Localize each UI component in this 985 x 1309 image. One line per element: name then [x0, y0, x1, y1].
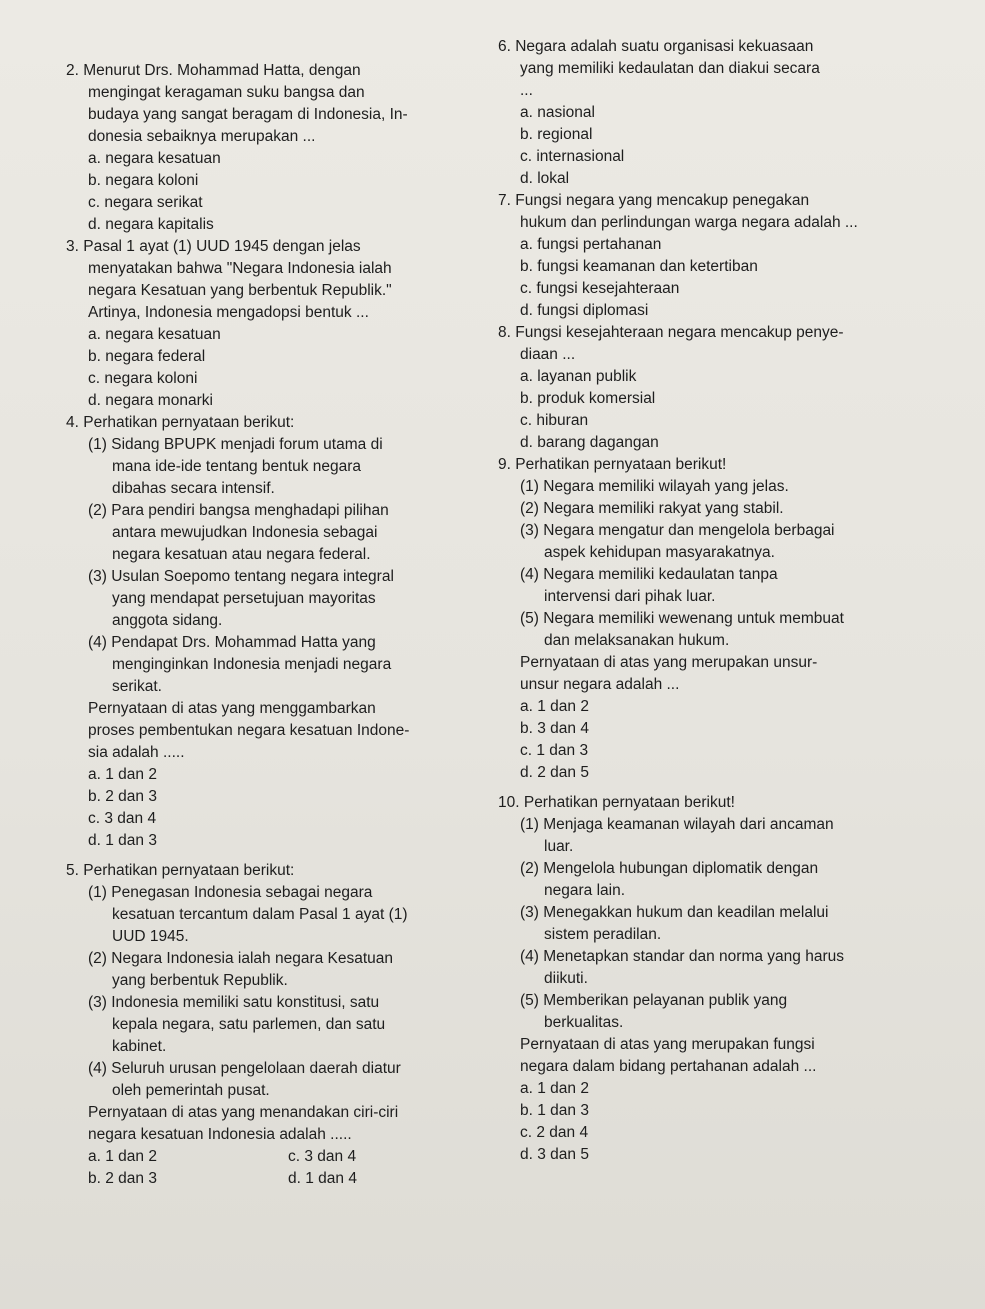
question-8-option-c[interactable]: c. hiburan [520, 412, 589, 429]
question-8-option-d[interactable]: d. barang dagangan [520, 434, 659, 451]
statement-3: (3) Indonesia memiliki satu konstitusi, satu [88, 994, 380, 1011]
question-9-option-a[interactable]: a. 1 dan 2 [520, 698, 589, 715]
question-5-options-row [66, 1146, 506, 1168]
question-9 [498, 454, 918, 784]
statement-4-cont: serikat. [112, 678, 162, 695]
question-10-option-a[interactable]: a. 1 dan 2 [520, 1080, 589, 1097]
question-6-option-a[interactable]: a. nasional [520, 104, 595, 121]
question-3-line: negara Kesatuan yang berbentuk Republik." [88, 282, 392, 299]
question-8-line: diaan ... [520, 346, 576, 363]
statement-2: (2) Para pendiri bangsa menghadapi pilihan [88, 502, 389, 519]
statement-4-cont: oleh pemerintah pusat. [112, 1082, 270, 1099]
statement-4: (4) Pendapat Drs. Mohammad Hatta yang [88, 634, 376, 651]
statement-1: (1) Sidang BPUPK menjadi forum utama di [88, 436, 383, 453]
question-5-closing: Pernyataan di atas yang menandakan ciri-ciri [88, 1104, 399, 1121]
question-4-closing: Pernyataan di atas yang menggambarkan [88, 700, 376, 717]
statement-3: (3) Menegakkan hukum dan keadilan melalui [520, 904, 829, 921]
statement-3-cont: aspek kehidupan masyarakatnya. [544, 544, 775, 561]
statement-2: (2) Negara Indonesia ialah negara Kesatuan [88, 950, 394, 967]
statement-3-cont: anggota sidang. [112, 612, 223, 629]
question-9-line: 9. Perhatikan pernyataan berikut! [498, 456, 727, 473]
statement-3-cont: kabinet. [112, 1038, 167, 1055]
question-4-closing: sia adalah ..... [88, 744, 185, 761]
statement-1-cont: luar. [544, 838, 574, 855]
question-10-option-d[interactable]: d. 3 dan 5 [520, 1146, 589, 1163]
statement-1-cont: dibahas secara intensif. [112, 480, 275, 497]
question-7-option-b[interactable]: b. fungsi keamanan dan ketertiban [520, 258, 758, 275]
statement-4: (4) Negara memiliki kedaulatan tanpa [520, 566, 778, 583]
statement-2: (2) Negara memiliki rakyat yang stabil. [520, 500, 784, 517]
question-5-option-d[interactable]: d. 1 dan 4 [288, 1170, 357, 1187]
statement-3-cont: kepala negara, satu parlemen, dan satu [112, 1016, 386, 1033]
question-5-option-b[interactable]: b. 2 dan 3 [88, 1170, 157, 1187]
statement-5: (5) Negara memiliki wewenang untuk membuat [520, 610, 844, 627]
question-4-option-d[interactable]: d. 1 dan 3 [88, 832, 157, 849]
statement-1-cont: kesatuan tercantum dalam Pasal 1 ayat (1) [112, 906, 408, 923]
question-6-line: 6. Negara adalah suatu organisasi kekuasaan [498, 38, 814, 55]
question-10-line: 10. Perhatikan pernyataan berikut! [498, 794, 735, 811]
question-6 [498, 36, 918, 190]
question-7-option-a[interactable]: a. fungsi pertahanan [520, 236, 662, 253]
question-2 [66, 60, 506, 236]
question-8-option-b[interactable]: b. produk komersial [520, 390, 656, 407]
question-2-option-c[interactable]: c. negara serikat [88, 194, 203, 211]
question-10-closing: negara dalam bidang pertahanan adalah ... [520, 1058, 817, 1075]
statement-4: (4) Seluruh urusan pengelolaan daerah diatur [88, 1060, 401, 1077]
statement-1-cont: UUD 1945. [112, 928, 189, 945]
question-6-option-b[interactable]: b. regional [520, 126, 593, 143]
question-4-option-c[interactable]: c. 3 dan 4 [88, 810, 157, 827]
statement-2: (2) Mengelola hubungan diplomatik dengan [520, 860, 819, 877]
statement-4-cont: menginginkan Indonesia menjadi negara [112, 656, 392, 673]
statement-2-cont: antara mewujudkan Indonesia sebagai [112, 524, 378, 541]
question-10-option-c[interactable]: c. 2 dan 4 [520, 1124, 589, 1141]
question-9-option-c[interactable]: c. 1 dan 3 [520, 742, 589, 759]
question-3-line: 3. Pasal 1 ayat (1) UUD 1945 dengan jelas [66, 238, 361, 255]
statement-3-cont: sistem peradilan. [544, 926, 662, 943]
question-9-option-b[interactable]: b. 3 dan 4 [520, 720, 589, 737]
statement-3: (3) Usulan Soepomo tentang negara integral [88, 568, 394, 585]
question-2-option-a[interactable]: a. negara kesatuan [88, 150, 221, 167]
statement-2-cont: negara lain. [544, 882, 626, 899]
question-10-option-b[interactable]: b. 1 dan 3 [520, 1102, 589, 1119]
question-8-line: 8. Fungsi kesejahteraan negara mencakup penye- [498, 324, 844, 341]
question-7-option-c[interactable]: c. fungsi kesejahteraan [520, 280, 680, 297]
question-3 [66, 236, 506, 412]
statement-1: (1) Menjaga keamanan wilayah dari ancaman [520, 816, 834, 833]
question-8 [498, 322, 918, 454]
statement-1-cont: mana ide-ide tentang bentuk negara [112, 458, 362, 475]
question-2-option-d[interactable]: d. negara kapitalis [88, 216, 214, 233]
question-5-line: 5. Perhatikan pernyataan berikut: [66, 862, 295, 879]
statement-1: (1) Penegasan Indonesia sebagai negara [88, 884, 373, 901]
question-7-line: hukum dan perlindungan warga negara adalah ... [520, 214, 858, 231]
question-9-option-d[interactable]: d. 2 dan 5 [520, 764, 589, 781]
question-5-option-c[interactable]: c. 3 dan 4 [288, 1148, 357, 1165]
question-4-option-b[interactable]: b. 2 dan 3 [88, 788, 157, 805]
question-5-closing: negara kesatuan Indonesia adalah ..... [88, 1126, 352, 1143]
statement-3: (3) Negara mengatur dan mengelola berbagai [520, 522, 835, 539]
question-3-line: menyatakan bahwa "Negara Indonesia ialah [88, 260, 392, 277]
question-4-closing: proses pembentukan negara kesatuan Indone- [88, 722, 410, 739]
statement-5: (5) Memberikan pelayanan publik yang [520, 992, 788, 1009]
question-7-line: 7. Fungsi negara yang mencakup penegakan [498, 192, 810, 209]
statement-2-cont: yang berbentuk Republik. [112, 972, 288, 989]
question-3-line: Artinya, Indonesia mengadopsi bentuk ... [88, 304, 369, 321]
question-2-line: 2. Menurut Drs. Mohammad Hatta, dengan [66, 62, 361, 79]
question-7-option-d[interactable]: d. fungsi diplomasi [520, 302, 649, 319]
statement-4: (4) Menetapkan standar dan norma yang harus [520, 948, 844, 965]
question-4-line: 4. Perhatikan pernyataan berikut: [66, 414, 295, 431]
question-2-line: mengingat keragaman suku bangsa dan [88, 84, 365, 101]
statement-4-cont: intervensi dari pihak luar. [544, 588, 716, 605]
question-2-line: budaya yang sangat beragam di Indonesia, In- [88, 106, 408, 123]
question-3-option-d[interactable]: d. negara monarki [88, 392, 213, 409]
question-3-option-a[interactable]: a. negara kesatuan [88, 326, 221, 343]
question-4-option-a[interactable]: a. 1 dan 2 [88, 766, 157, 783]
question-6-line: yang memiliki kedaulatan dan diakui secara [520, 60, 820, 77]
question-9-closing: Pernyataan di atas yang merupakan unsur- [520, 654, 818, 671]
question-8-option-a[interactable]: a. layanan publik [520, 368, 637, 385]
question-5-options-row [66, 1168, 506, 1190]
question-3-option-b[interactable]: b. negara federal [88, 348, 206, 365]
statement-5-cont: dan melaksanakan hukum. [544, 632, 730, 649]
question-5 [66, 860, 506, 1190]
statement-5-cont: berkualitas. [544, 1014, 624, 1031]
statement-2-cont: negara kesatuan atau negara federal. [112, 546, 371, 563]
question-7 [498, 190, 918, 322]
question-3-option-c[interactable]: c. negara koloni [88, 370, 198, 387]
question-2-line: donesia sebaiknya merupakan ... [88, 128, 316, 145]
statement-3-cont: yang mendapat persetujuan mayoritas [112, 590, 376, 607]
right-column [498, 36, 918, 1166]
question-2-option-b[interactable]: b. negara koloni [88, 172, 199, 189]
question-6-option-c[interactable]: c. internasional [520, 148, 625, 165]
question-10-closing: Pernyataan di atas yang merupakan fungsi [520, 1036, 815, 1053]
statement-1: (1) Negara memiliki wilayah yang jelas. [520, 478, 789, 495]
question-5-option-a[interactable]: a. 1 dan 2 [88, 1148, 157, 1165]
left-column [66, 60, 506, 1190]
question-10 [498, 792, 918, 1166]
question-9-closing: unsur negara adalah ... [520, 676, 680, 693]
question-4 [66, 412, 506, 852]
statement-4-cont: diikuti. [544, 970, 588, 987]
question-6-line: ... [520, 82, 533, 99]
question-6-option-d[interactable]: d. lokal [520, 170, 570, 187]
